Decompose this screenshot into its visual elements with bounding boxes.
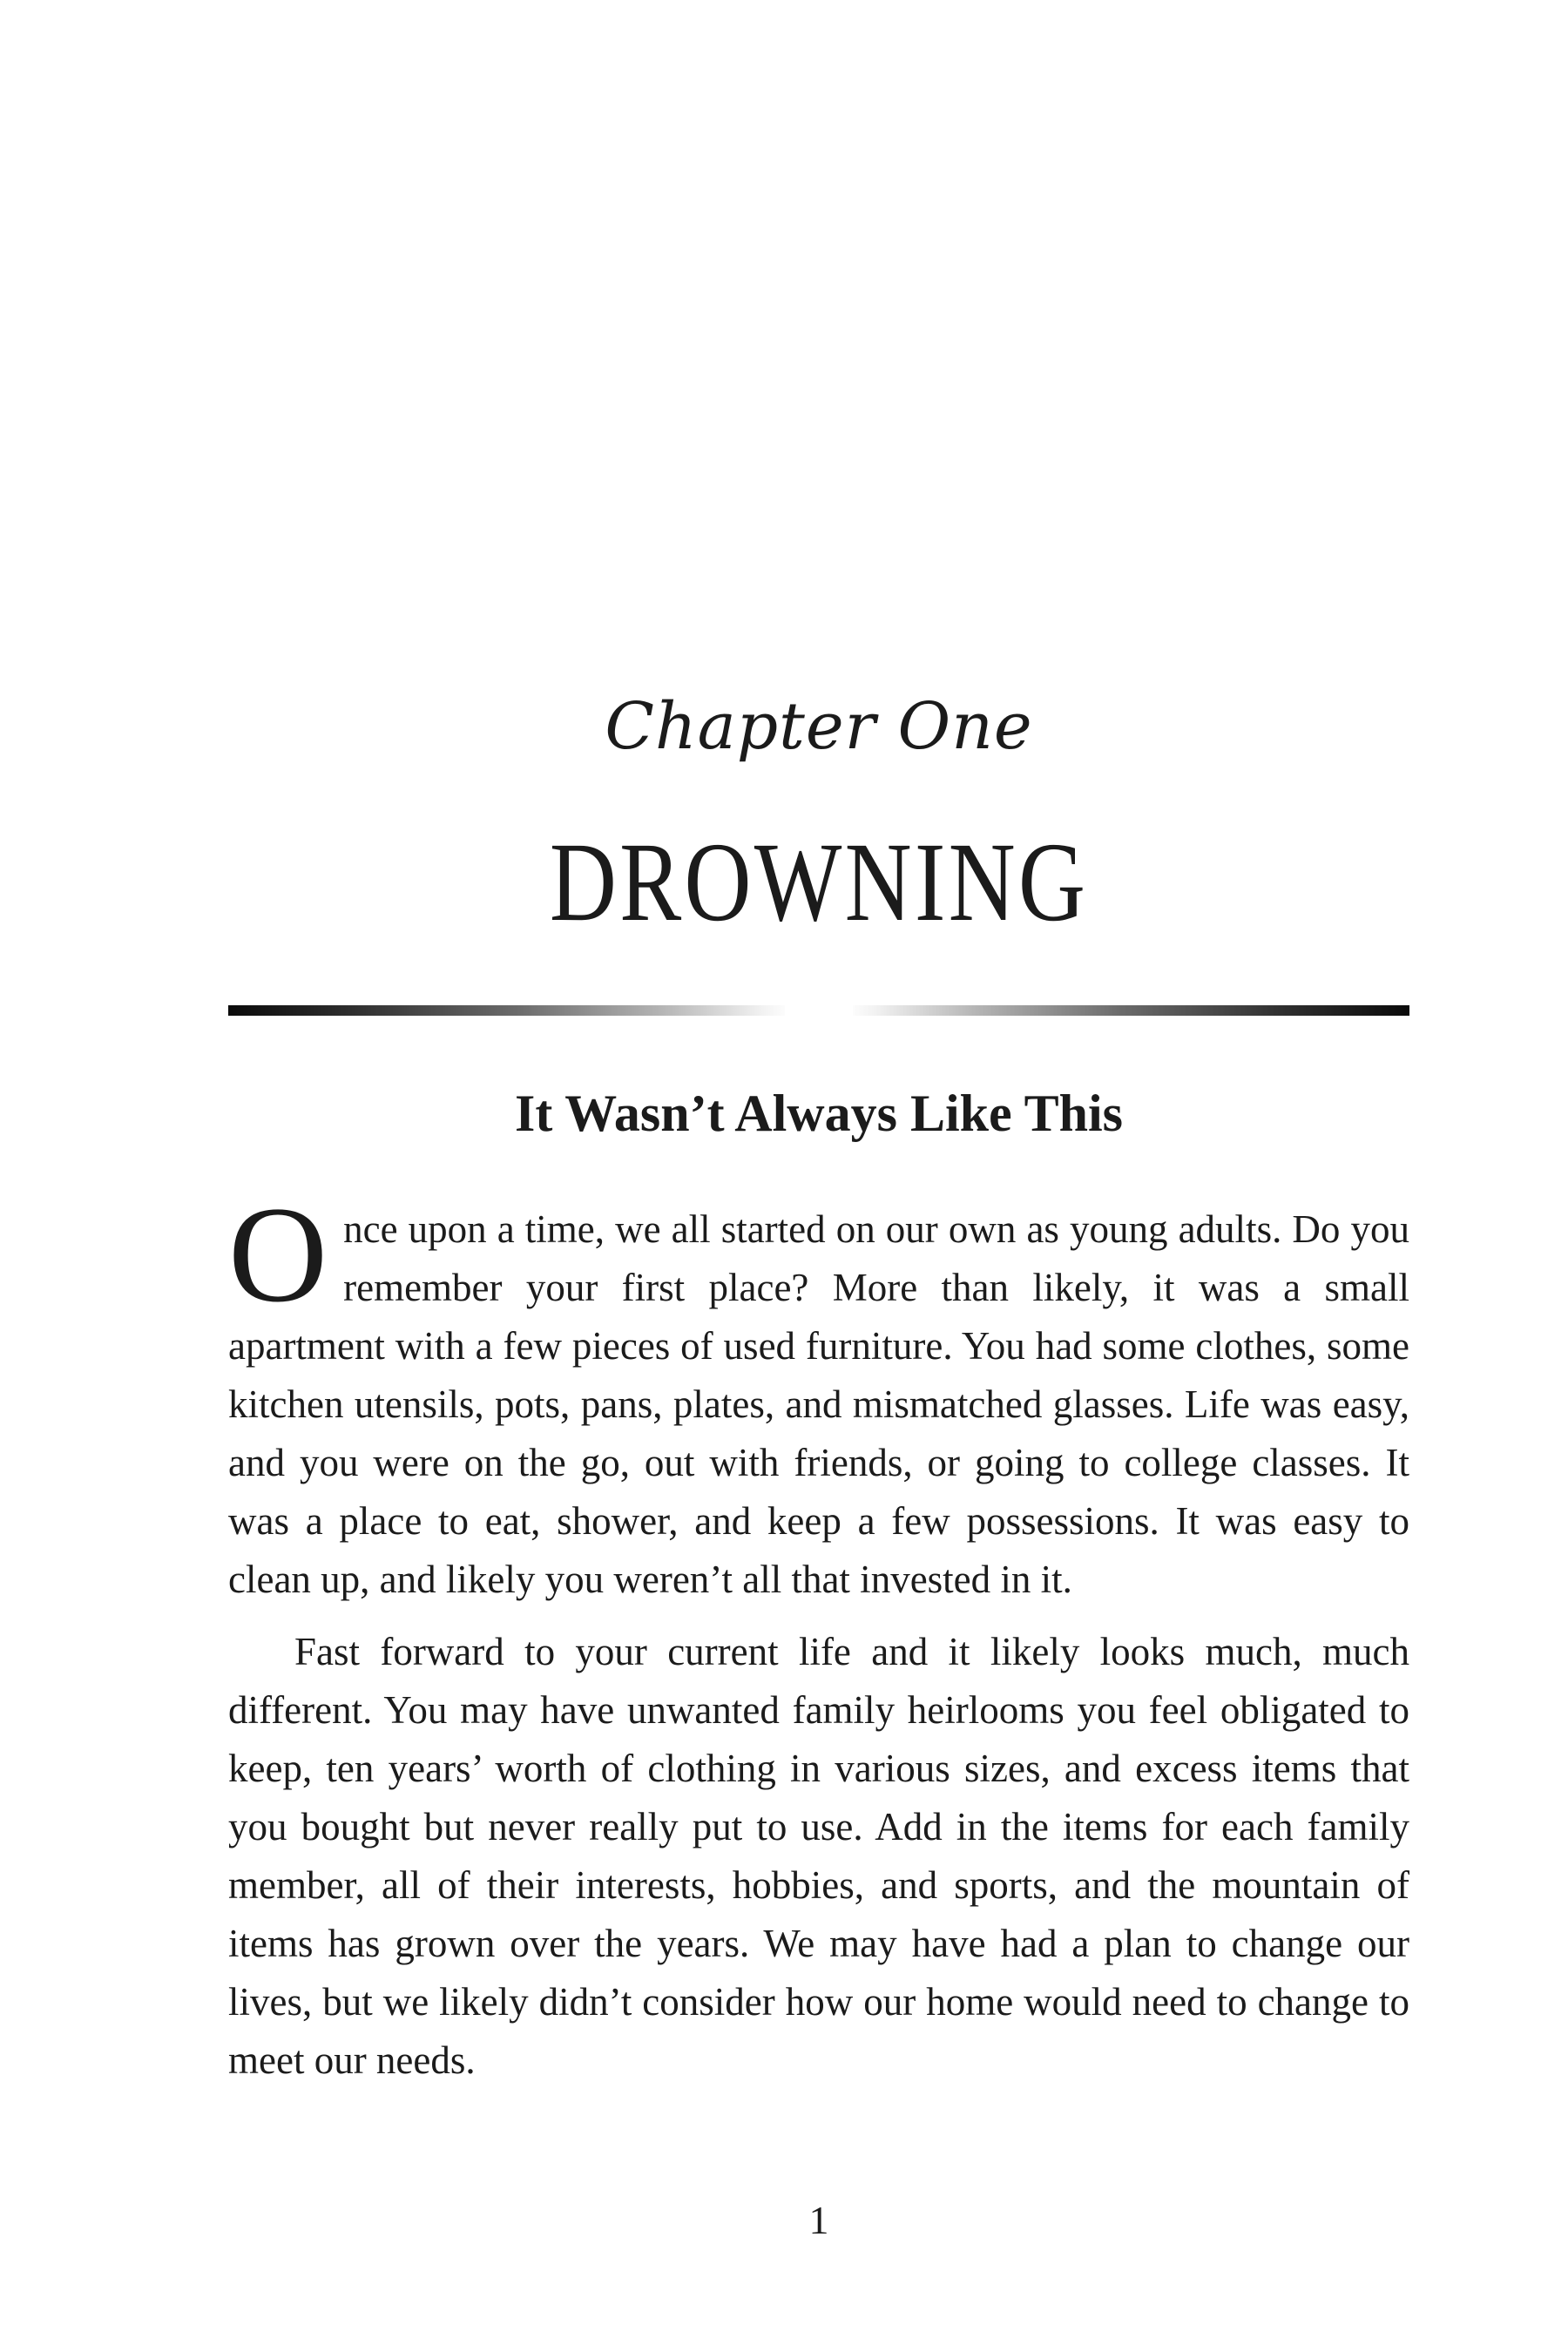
- chapter-title: [228, 820, 1409, 945]
- page-number: 1: [808, 2198, 829, 2242]
- drop-cap: O: [228, 1179, 328, 1331]
- chapter-title-text: DROWNING: [549, 820, 1089, 945]
- paragraph-2: Fast forward to your current life and it likely looks much, much different. You may have unwanted family heirlooms you feel obligated to keep, ten years’ worth of clothing in various sizes, and excess items that you bought but never really put to use. Add in the items for each family member, all of their interests, hobbies, and sports, and the mountain of items has grown over the years. We may have had a plan to change our lives, but we likely didn’t consider how our home would need to change to meet our needs.: [228, 1630, 1409, 2082]
- paragraph-1: [228, 1179, 1409, 1609]
- section-heading: It Wasn’t Always Like This: [515, 1085, 1123, 1142]
- chapter-divider-rule: [228, 1005, 1409, 1016]
- chapter-number-label: Chapter One: [605, 689, 1033, 764]
- divider-left-segment: [228, 1005, 785, 1016]
- divider-right-segment: [853, 1005, 1409, 1016]
- body-text: [228, 1179, 1409, 2090]
- paragraph-1-text: nce upon a time, we all started on our own as young adults. Do you remember your first place? More than likely, it was a small apartment with a few pieces of used furniture. You had some clothes, some kitchen utensils, pots, pans, plates, and mismatched glasses. Life was easy, and you were on the go, out with friends, or going to college classes. It was a place to eat, shower, and keep a few possessions. It was easy to clean up, and likely you weren’t all that invested in it.: [228, 1207, 1409, 1601]
